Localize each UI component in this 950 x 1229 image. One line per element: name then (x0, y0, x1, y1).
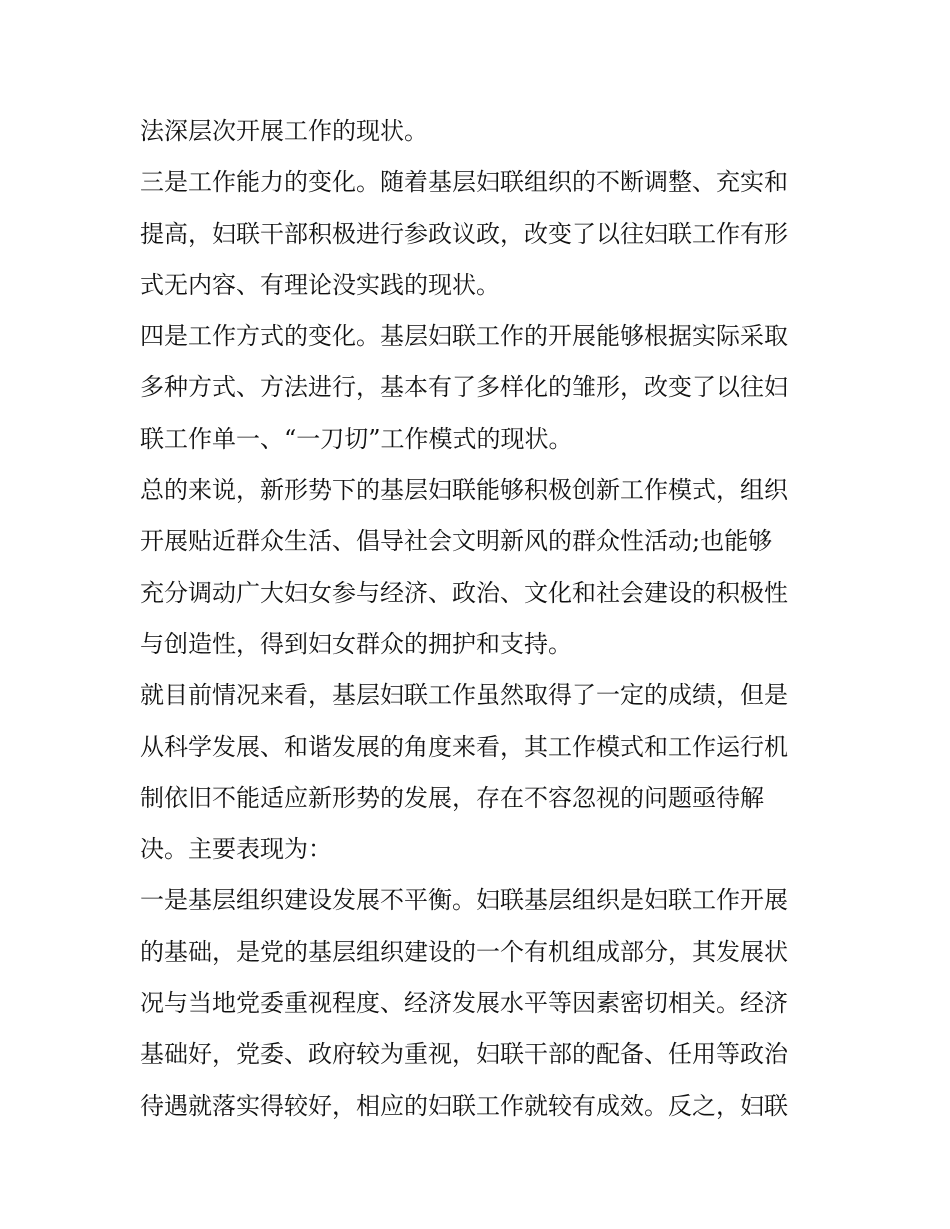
text-line: 充分调动广大妇女参与经济、政治、文化和社会建设的积极性 (140, 578, 788, 607)
text-line: 基础好，党委、政府较为重视，妇联干部的配备、任用等政治 (140, 1040, 788, 1069)
text-line: 一是基层组织建设发展不平衡。妇联基层组织是妇联工作开展 (140, 886, 788, 915)
text-line: 待遇就落实得较好，相应的妇联工作就较有成效。反之，妇联 (140, 1091, 788, 1120)
text-line: 况与当地党委重视程度、经济发展水平等因素密切相关。经济 (140, 989, 788, 1018)
text-line: 从科学发展、和谐发展的角度来看，其工作模式和工作运行机 (140, 732, 788, 761)
text-line: 的基础，是党的基层组织建设的一个有机组成部分，其发展状 (140, 937, 788, 966)
text-line: 法深层次开展工作的现状。 (140, 117, 428, 145)
text-line: 多种方式、方法进行，基本有了多样化的雏形，改变了以往妇 (140, 373, 788, 402)
text-line: 四是工作方式的变化。基层妇联工作的开展能够根据实际采取 (140, 322, 788, 351)
text-line: 与创造性，得到妇女群众的拥护和支持。 (140, 629, 572, 658)
text-line: 决。主要表现为： (140, 835, 332, 864)
text-line: 制依旧不能适应新形势的发展，存在不容忽视的问题亟待解 (140, 783, 764, 812)
text-line: 开展贴近群众生活、倡导社会文明新风的群众性活动;也能够 (140, 527, 773, 556)
text-line: 提高，妇联干部积极进行参政议政，改变了以往妇联工作有形 (140, 219, 788, 248)
document-body (140, 106, 820, 1132)
text-line: 三是工作能力的变化。随着基层妇联组织的不断调整、充实和 (140, 168, 788, 197)
text-line: 总的来说，新形势下的基层妇联能够积极创新工作模式，组织 (140, 476, 788, 505)
text-line: 式无内容、有理论没实践的现状。 (140, 270, 500, 299)
text-line: 就目前情况来看，基层妇联工作虽然取得了一定的成绩，但是 (140, 681, 788, 710)
text-line: 联工作单一、“一刀切”工作模式的现状。 (140, 424, 573, 453)
